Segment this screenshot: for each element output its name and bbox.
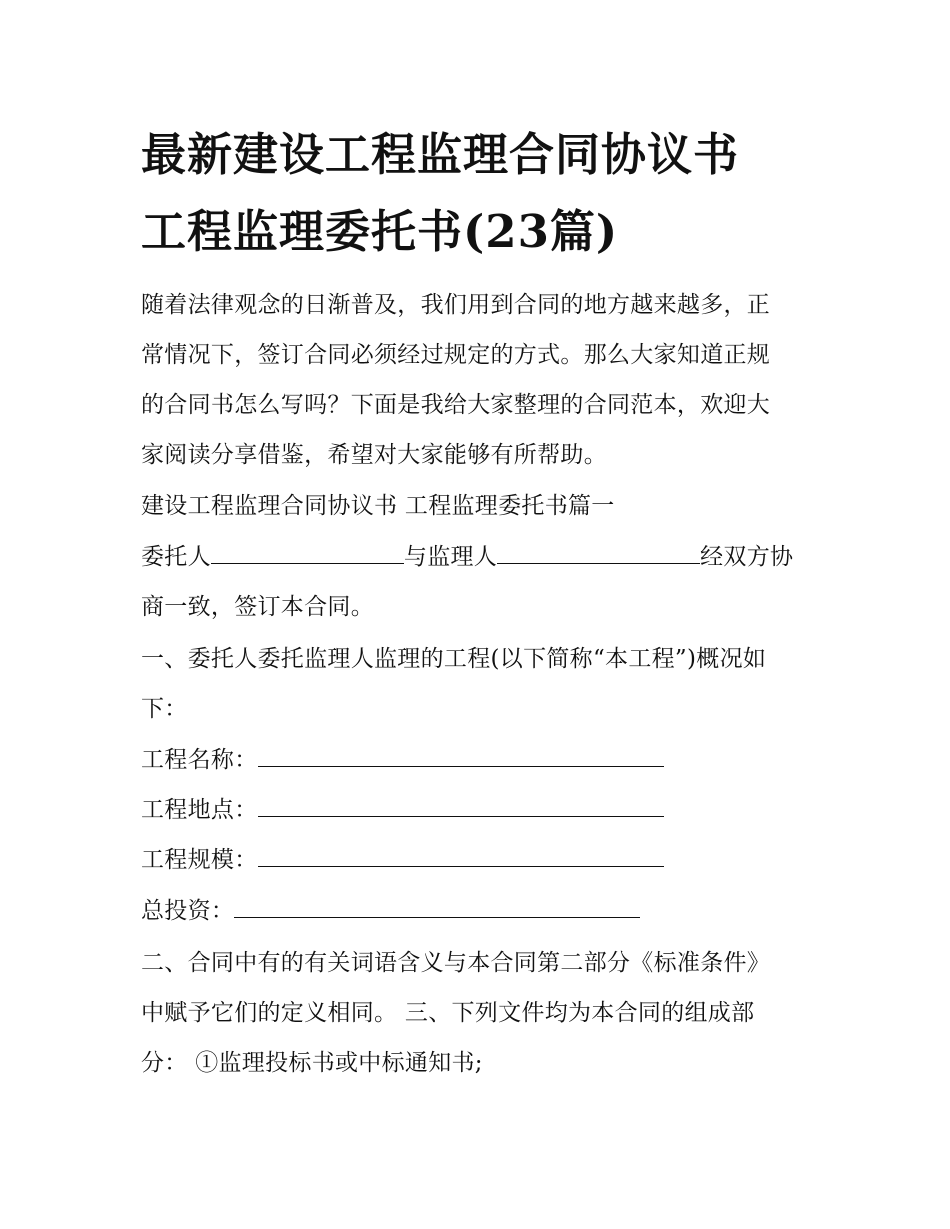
field-project-location <box>141 791 664 824</box>
intro-line-1: 随着法律观念的日渐普及，我们用到合同的地方越来越多，正 <box>141 292 771 318</box>
field-project-scale <box>141 841 664 874</box>
field-label: 总投资： <box>141 898 235 924</box>
field-total-investment <box>141 892 640 925</box>
parties-suffix: 经双方协 <box>700 544 794 570</box>
field-blank <box>258 746 664 767</box>
field-label: 工程规模： <box>141 847 258 873</box>
field-blank <box>258 796 664 817</box>
section-heading: 建设工程监理合同协议书 工程监理委托书篇一 <box>141 493 615 519</box>
document-title-line-1: 最新建设工程监理合同协议书 <box>141 128 740 181</box>
parties-line <box>141 538 793 571</box>
field-blank <box>258 846 664 867</box>
clause-two-line-1: 二、合同中有的有关词语含义与本合同第二部分《标准条件》 <box>141 950 771 976</box>
intro-line-2: 常情况下，签订合同必须经过规定的方式。那么大家知道正规 <box>141 342 771 368</box>
parties-continuation: 商一致，签订本合同。 <box>141 594 374 620</box>
field-project-name <box>141 741 664 774</box>
clause-two-line-2: 中赋予它们的定义相同。 三、下列文件均为本合同的组成部 <box>141 1000 755 1026</box>
intro-line-4: 家阅读分享借鉴，希望对大家能够有所帮助。 <box>141 442 607 468</box>
client-blank <box>211 543 404 564</box>
client-label: 委托人 <box>141 544 211 570</box>
field-label: 工程地点： <box>141 797 258 823</box>
field-blank <box>234 897 640 918</box>
clause-one-line-1: 一、委托人委托监理人监理的工程(以下简称“本工程”)概况如 <box>141 646 767 672</box>
intro-line-3: 的合同书怎么写吗？下面是我给大家整理的合同范本，欢迎大 <box>141 392 771 418</box>
supervisor-blank <box>497 543 700 564</box>
supervisor-label: 与监理人 <box>403 544 498 570</box>
field-label: 工程名称： <box>141 747 258 773</box>
clause-one-line-2: 下： <box>141 696 188 722</box>
document-title-line-2: 工程监理委托书(23篇) <box>141 205 619 258</box>
clause-two-line-3: 分： ①监理投标书或中标通知书; <box>141 1050 483 1076</box>
